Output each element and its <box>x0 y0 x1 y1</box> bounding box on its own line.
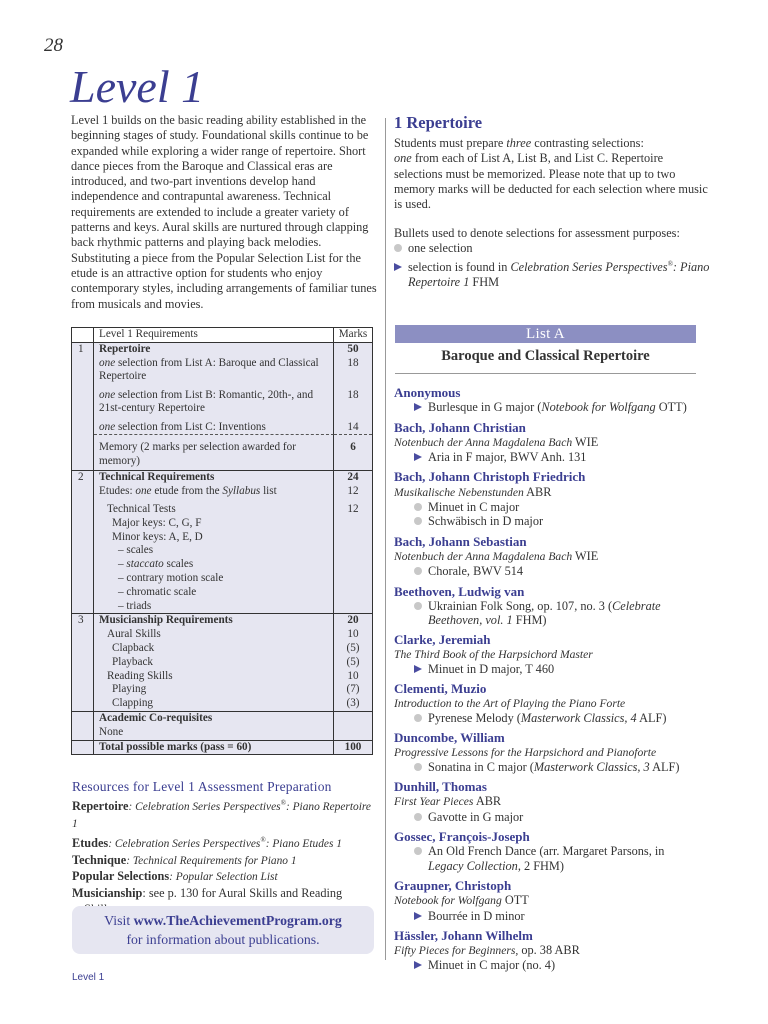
composer-name: Graupner, Christoph <box>394 877 512 893</box>
circle-bullet-icon <box>414 602 422 610</box>
table-row: 1 Repertoire one selection from List A: Baroque and Classical Repertoire one selection from List B: Romantic, 20th-, and 21st-century Repertoire one selection from List C: Inventions 50 18 18 14 <box>72 343 372 435</box>
list-item: Hässler, Johann Wilhelm Fifty Pieces for Beginners, op. 38 ABR Minuet in C major (no. 4) <box>394 929 724 973</box>
list-item: Bach, Johann Sebastian Notenbuch der Anna Magdalena Bach WIE Chorale, BWV 514 <box>394 535 724 579</box>
list-item: – contrary motion scale <box>118 571 224 584</box>
list-item: – chromatic scale <box>118 585 197 598</box>
composer-name: Bach, Johann Christoph Friedrich <box>394 469 586 485</box>
visit-banner: Visit www.TheAchievementProgram.org for information about publications. <box>72 906 374 954</box>
table-row <box>72 711 372 740</box>
resources-title: Resources for Level 1 Assessment Preparation <box>72 779 332 794</box>
list-item: Duncombe, William Progressive Lessons for the Harpsichord and Pianoforte Sonatina in C major (Masterwork Classics, 3 ALF) <box>394 731 724 774</box>
list-item: Dunhill, Thomas First Year Pieces ABR Gavotte in G major <box>394 780 724 824</box>
composer-name: Bach, Johann Christian <box>394 419 526 435</box>
resource-repertoire: Repertoire: Celebration Series Perspectives®: Piano Repertoire 1 <box>72 799 371 830</box>
section-marks: 50 <box>347 342 359 355</box>
list-a-subtitle: Baroque and Classical Repertoire <box>441 348 650 364</box>
intro-paragraph: Level 1 builds on the basic reading ability established in the beginning stages of study. Foundational skills continue to be expanded while exploring a wider range of repertoire. Short dance pieces from the Baroque and Classical eras are introduced, and two-part inventions develop hand independence and contrapuntal awareness. Technical requirements are extended to include a greater variety of patterns and keys. Aural skills are nurtured through clapping back rhythmic patterns and playing back melodies. Substituting a piece from the Popular Selection List for the etude is an attractive option for students who enjoy contemporary styles, including arrangements of familiar tunes from musicals and movies. <box>71 113 377 311</box>
list-item: – scales <box>118 544 154 557</box>
section-marks: 20 <box>347 614 359 627</box>
column-divider <box>385 118 386 960</box>
website-link[interactable]: www.TheAchievementProgram.org <box>133 913 342 928</box>
section-number: 2 <box>72 471 94 613</box>
circle-bullet-icon <box>414 763 422 771</box>
total-marks: 100 <box>344 740 362 753</box>
resource-musicianship: Musicianship: see p. 130 for Aural Skills and Reading <box>72 886 343 901</box>
resource-etudes: Etudes: Celebration Series Perspectives®: Piano Etudes 1 <box>72 835 342 850</box>
footer-label: Level 1 <box>72 972 105 983</box>
list-item: one selection <box>394 241 714 256</box>
section-title: Technical Requirements <box>99 471 215 484</box>
triangle-bullet-icon <box>414 665 422 673</box>
triangle-bullet-icon <box>414 403 422 411</box>
list-item: selection is found in Celebration Series Perspectives®: Piano Repertoire 1 FHM <box>394 257 714 291</box>
composer-name: Anonymous <box>394 385 461 400</box>
section-marks: 24 <box>347 471 359 484</box>
list-item: Clementi, Muzio Introduction to the Art of Playing the Piano Forte Pyrenese Melody (Masterwork Classics, 4 ALF) <box>394 682 724 725</box>
resource-technique: Technique: Technical Requirements for Piano 1 <box>72 852 297 867</box>
total-label: Total possible marks (pass = 60) <box>94 741 334 755</box>
list-a-entries <box>394 386 724 979</box>
technical-tests: Technical Tests <box>107 502 176 515</box>
etudes-requirement: Etudes: one etude from the Syllabus list <box>99 485 277 498</box>
list-item: Graupner, Christoph Notebook for Wolfgang OTT Bourrée in D minor <box>394 879 724 923</box>
table-header-row <box>72 328 372 343</box>
list-item: Clarke, Jeremiah The Third Book of the Harpsichord Master Minuet in D major, T 460 <box>394 633 724 676</box>
list-item: Bach, Johann Christoph Friedrich Musikalische Nebenstunden ABR Minuet in C major Schwäbisch in D major <box>394 470 724 528</box>
major-keys: Major keys: C, G, F <box>112 516 202 529</box>
list-item: Anonymous Burlesque in G major (Notebook for Wolfgang OTT) <box>394 386 724 415</box>
divider <box>395 373 696 374</box>
composer-name: Clementi, Muzio <box>394 681 487 697</box>
coreq-title: Academic Co-requisites <box>99 711 213 724</box>
composer-name: Clarke, Jeremiah <box>394 632 491 648</box>
list-item: Beethoven, Ludwig van Ukrainian Folk Song, op. 107, no. 3 (Celebrate Beethoven, vol. 1 FHM) <box>394 585 724 628</box>
page-number: 28 <box>44 35 63 56</box>
section-number: 1 <box>72 343 94 435</box>
composer-name: Bach, Johann Sebastian <box>394 533 527 549</box>
section-title: Repertoire <box>99 342 151 355</box>
list-a-requirement: one selection from List A: Baroque and Classical Repertoire <box>99 356 319 383</box>
marks-header: Marks <box>338 328 368 340</box>
table-row: Memory (2 marks per selection awarded for memory) 6 <box>72 434 372 470</box>
repertoire-heading: 1 Repertoire <box>394 113 483 132</box>
minor-keys: Minor keys: A, E, D <box>112 530 203 543</box>
list-item: – triads <box>118 599 152 612</box>
composer-name: Hässler, Johann Wilhelm <box>394 927 533 943</box>
memory-requirement: Memory (2 marks per selection awarded for memory) <box>94 434 334 470</box>
triangle-bullet-icon <box>414 912 422 920</box>
repertoire-paragraph: Students must prepare three contrasting selections: one from each of List A, List B, and List C. Repertoire selections must be memorized. Please note that up to two memory marks will be deducted for each selection where music is used. <box>394 136 708 212</box>
table-row: 2 Technical Requirements Etudes: one etude from the Syllabus list Technical Tests Major keys: C, G, F Minor keys: A, E, D – scales – staccato scales – contrary motion scale – chromatic scale – triads 24 12 12 <box>72 470 372 613</box>
circle-bullet-icon <box>414 517 422 525</box>
composer-name: Duncombe, William <box>394 730 505 746</box>
list-a-bar: List A <box>395 325 696 343</box>
table-header: Level 1 Requirements <box>94 328 334 342</box>
composer-name: Beethoven, Ludwig van <box>394 583 525 599</box>
page-title: Level 1 <box>70 61 205 112</box>
coreq-value: None <box>99 725 124 738</box>
table-row <box>72 740 372 755</box>
resource-popular: Popular Selections: Popular Selection List <box>72 869 278 884</box>
list-c-requirement: one selection from List C: Inventions <box>99 420 266 433</box>
list-item: Bach, Johann Christian Notenbuch der Anna Magdalena Bach WIE Aria in F major, BWV Anh. 131 <box>394 421 724 465</box>
list-item: – staccato scales <box>118 558 194 571</box>
triangle-bullet-icon <box>414 453 422 461</box>
triangle-bullet-icon <box>394 263 402 271</box>
circle-bullet-icon <box>414 503 422 511</box>
triangle-bullet-icon <box>414 961 422 969</box>
circle-bullet-icon <box>394 244 402 252</box>
list-b-requirement: one selection from List B: Romantic, 20th-, and 21st-century Repertoire <box>99 388 314 415</box>
section-number: 3 <box>72 614 94 711</box>
circle-bullet-icon <box>414 813 422 821</box>
composer-name: Dunhill, Thomas <box>394 779 487 795</box>
circle-bullet-icon <box>414 567 422 575</box>
circle-bullet-icon <box>414 714 422 722</box>
resources-list <box>72 796 372 918</box>
list-item: Gossec, François-Joseph An Old French Dance (arr. Margaret Parsons, in Legacy Collection, 2 FHM) <box>394 830 724 873</box>
bullet-legend: Bullets used to denote selections for assessment purposes: one selection selection is found in Celebration Series Perspectives®: Piano Repertoire 1 FHM <box>394 226 714 290</box>
table-row: 3 Musicianship Requirements Aural Skills Clapback Playback Reading Skills Playing Clapping 20 10 (5) (5) 10 (7) (3) <box>72 613 372 711</box>
composer-name: Gossec, François-Joseph <box>394 829 530 845</box>
circle-bullet-icon <box>414 847 422 855</box>
requirements-table <box>71 327 373 755</box>
section-title: Musicianship Requirements <box>99 614 233 627</box>
